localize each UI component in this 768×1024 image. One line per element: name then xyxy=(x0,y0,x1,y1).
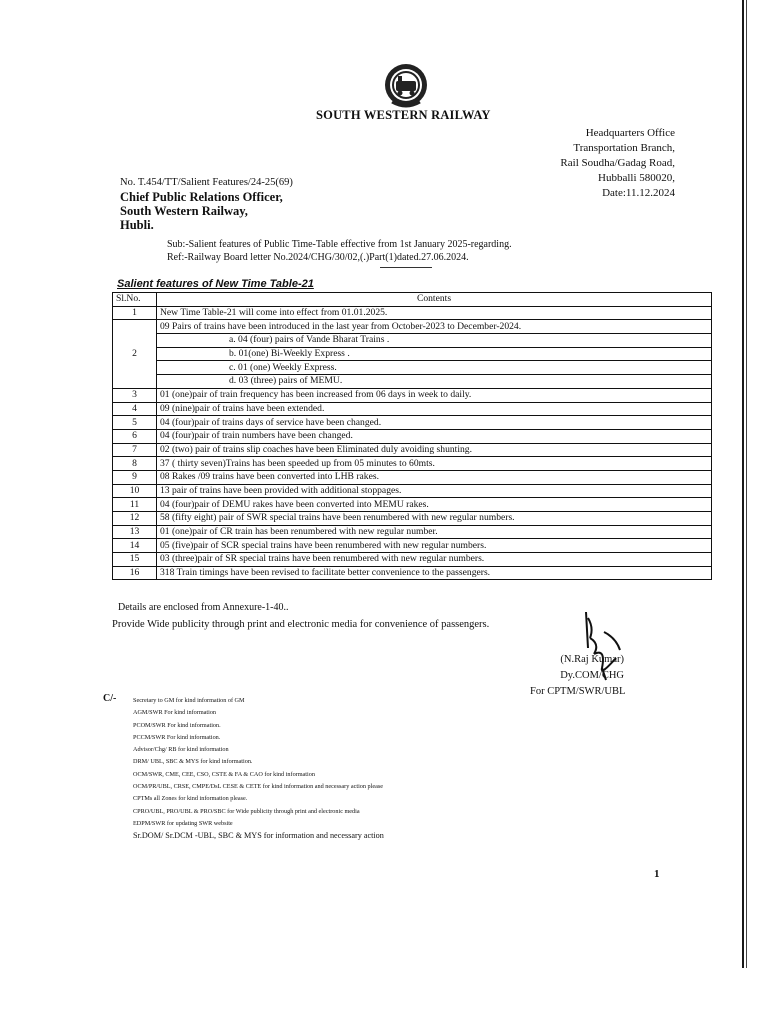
row-content: 04 (four)pair of train numbers have been changed. xyxy=(157,429,712,443)
signatory-block xyxy=(530,652,624,700)
row-content: 01 (one)pair of train frequency has been increased from 06 days in week to daily. xyxy=(157,388,712,402)
copy-to-item: PCOM/SWR For kind information. xyxy=(133,721,221,729)
row-content: 37 ( thirty seven)Trains has been speeded up from 05 minutes to 60mts. xyxy=(157,457,712,471)
table-row xyxy=(113,539,712,553)
address-line: Hubballi 580020, xyxy=(598,172,675,184)
reference-line: Ref:-Railway Board letter No.2024/CHG/30/02,(.)Part(1)dated.27.06.2024. xyxy=(167,252,469,263)
signatory-name: (N.Raj Kumar) xyxy=(560,654,624,665)
copy-to-item: Secretary to GM for kind information of GM xyxy=(133,697,245,704)
row-content: New Time Table-21 will come into effect from 01.01.2025. xyxy=(157,306,712,320)
address-line: Transportation Branch, xyxy=(573,142,675,154)
copy-to-item: Advisor/Chg/ RB for kind information xyxy=(133,746,229,754)
reference-number: No. T.454/TT/Salient Features/24-25(69) xyxy=(120,177,293,188)
row-sub-item: c. 01 (one) Weekly Express. xyxy=(157,361,712,375)
row-content: 09 Pairs of trains have been introduced in the last year from October-2023 to December-2024. xyxy=(157,320,712,334)
column-header-contents: Contents xyxy=(157,293,712,307)
table-sub-row xyxy=(113,361,712,375)
row-serial-number: 12 xyxy=(113,512,157,526)
recipient-line: Chief Public Relations Officer, xyxy=(120,190,283,204)
railway-emblem-icon xyxy=(383,62,429,108)
copy-to-item: OCM/SWR, CME, CEE, CSO, CSTE & FA & CAO for kind information xyxy=(133,770,315,778)
organization-name: SOUTH WESTERN RAILWAY xyxy=(316,108,491,122)
table-row xyxy=(113,553,712,567)
table-row xyxy=(113,443,712,457)
table-header-row xyxy=(113,293,712,307)
row-serial-number: 15 xyxy=(113,553,157,567)
page-number: 1 xyxy=(654,868,660,880)
row-content: 04 (four)pair of trains days of service have been changed. xyxy=(157,416,712,430)
row-serial-number: 2 xyxy=(113,320,157,388)
table-row xyxy=(113,470,712,484)
row-sub-item: a. 04 (four) pairs of Vande Bharat Trains . xyxy=(157,334,712,348)
row-sub-item: b. 01(one) Bi-Weekly Express . xyxy=(157,347,712,361)
copy-to-list xyxy=(133,695,384,843)
row-sub-item: d. 03 (three) pairs of MEMU. xyxy=(157,375,712,389)
row-serial-number: 14 xyxy=(113,539,157,553)
table-sub-row xyxy=(113,375,712,389)
table-row xyxy=(113,320,712,334)
subject-block xyxy=(167,238,512,264)
office-address xyxy=(530,126,675,201)
row-content: 318 Train timings have been revised to facilitate better convenience to the passengers. xyxy=(157,566,712,580)
recipient-line: Hubli. xyxy=(120,218,154,232)
subject-divider xyxy=(380,267,432,268)
row-serial-number: 13 xyxy=(113,525,157,539)
row-serial-number: 1 xyxy=(113,306,157,320)
copy-to-item: PCCM/SWR For kind information. xyxy=(133,733,221,741)
copy-to-item: AGM/SWR For kind information xyxy=(133,709,217,717)
copy-to-item: DRM/ UBL, SBC & MYS for kind information. xyxy=(133,758,253,766)
address-line: Headquarters Office xyxy=(585,127,675,139)
letter-date: Date:11.12.2024 xyxy=(602,187,675,199)
copy-to-label: C/- xyxy=(103,693,117,704)
table-sub-row xyxy=(113,334,712,348)
subject-line: Sub:-Salient features of Public Time-Table effective from 1st January 2025-regarding. xyxy=(167,239,512,250)
table-row xyxy=(113,512,712,526)
address-line: Rail Soudha/Gadag Road, xyxy=(560,157,675,169)
row-content: 01 (one)pair of CR train has been renumbered with new regular number. xyxy=(157,525,712,539)
row-content: 09 (nine)pair of trains have been extended. xyxy=(157,402,712,416)
row-content: 02 (two) pair of trains slip coaches have been Eliminated duly avoiding shunting. xyxy=(157,443,712,457)
row-serial-number: 4 xyxy=(113,402,157,416)
row-content: 03 (three)pair of SR special trains have been renumbered with new regular numbers. xyxy=(157,553,712,567)
table-row xyxy=(113,457,712,471)
table-row xyxy=(113,525,712,539)
salient-features-table xyxy=(112,292,712,580)
publicity-note: Provide Wide publicity through print and electronic media for convenience of passengers. xyxy=(112,619,490,630)
signatory-on-behalf: For CPTM/SWR/UBL xyxy=(530,686,626,697)
table-row xyxy=(113,498,712,512)
row-content: 58 (fifty eight) pair of SWR special trains have been renumbered with new regular numbers. xyxy=(157,512,712,526)
row-content: 08 Rakes /09 trains have been converted into LHB rakes. xyxy=(157,470,712,484)
signatory-designation: Dy.COM/CHG xyxy=(560,670,624,681)
row-serial-number: 5 xyxy=(113,416,157,430)
copy-to-item: EDPM/SWR for updating SWR website xyxy=(133,819,233,827)
table-row xyxy=(113,566,712,580)
table-row xyxy=(113,306,712,320)
table-row xyxy=(113,388,712,402)
section-heading: Salient features of New Time Table-21 xyxy=(117,278,314,290)
recipient-block xyxy=(120,190,283,232)
row-serial-number: 3 xyxy=(113,388,157,402)
row-serial-number: 7 xyxy=(113,443,157,457)
row-content: 13 pair of trains have been provided with additional stoppages. xyxy=(157,484,712,498)
row-serial-number: 11 xyxy=(113,498,157,512)
annexure-note: Details are enclosed from Annexure-1-40.. xyxy=(118,602,289,613)
copy-to-item: CPRO/UBL, PRO/UBL & PRO/SBC for Wide publicity through print and electronic media xyxy=(133,807,360,815)
table-row xyxy=(113,484,712,498)
page-edge-rule xyxy=(742,0,744,968)
copy-to-item: Sr.DOM/ Sr.DCM -UBL, SBC & MYS for information and necessary action xyxy=(133,831,384,841)
table-row xyxy=(113,416,712,430)
table-row xyxy=(113,402,712,416)
copy-to-item: OCM/PR/UBL, CRSE, CMPE/DsL CESE & CETE for kind information and necessary action please xyxy=(133,783,383,791)
row-content: 05 (five)pair of SCR special trains have been renumbered with new regular numbers. xyxy=(157,539,712,553)
row-serial-number: 16 xyxy=(113,566,157,580)
table-sub-row xyxy=(113,347,712,361)
row-serial-number: 8 xyxy=(113,457,157,471)
row-serial-number: 6 xyxy=(113,429,157,443)
row-serial-number: 10 xyxy=(113,484,157,498)
recipient-line: South Western Railway, xyxy=(120,204,248,218)
row-content: 04 (four)pair of DEMU rakes have been converted into MEMU rakes. xyxy=(157,498,712,512)
column-header-slno: Sl.No. xyxy=(113,293,157,307)
row-serial-number: 9 xyxy=(113,470,157,484)
table-row xyxy=(113,429,712,443)
page-edge-rule-inner xyxy=(746,0,747,968)
copy-to-item: CPTMs all Zones for kind information please. xyxy=(133,795,248,803)
